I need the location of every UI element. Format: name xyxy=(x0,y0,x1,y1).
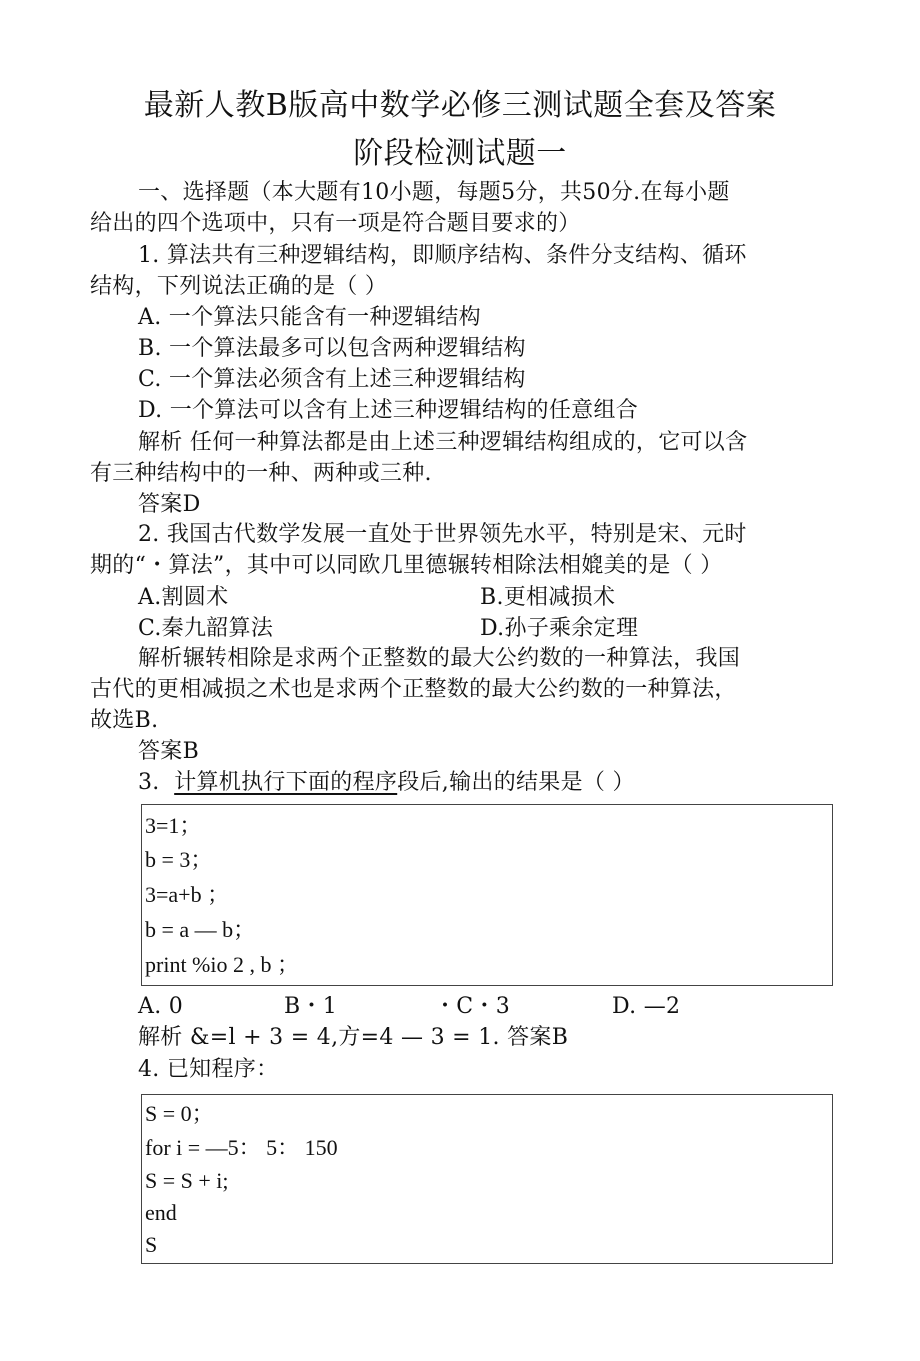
q4-code-box xyxy=(141,1094,833,1264)
q1-option-a: A. 一个算法只能含有一种逻辑结构 xyxy=(138,305,481,330)
q2-analysis-line-1: 解析辗转相除是求两个正整数的最大公约数的一种算法，我国 xyxy=(138,646,741,671)
q2-answer: 答案B xyxy=(138,739,200,764)
q1-stem-line-1: 1. 算法共有三种逻辑结构，即顺序结构、条件分支结构、循环 xyxy=(138,243,747,268)
section-heading-line-2: 给出的四个选项中，只有一项是符合题目要求的） xyxy=(90,211,581,236)
q1-analysis-line-2: 有三种结构中的一种、两种或三种. xyxy=(90,461,432,486)
q3-option-a: A. 0 xyxy=(138,994,184,1019)
q2-stem-line-2: 期的“・算法”，其中可以同欧几里德辗转相除法相媲美的是（ ） xyxy=(90,553,723,578)
q2-option-b: B.更相减损术 xyxy=(480,585,616,610)
code-line: S = S + i; xyxy=(145,1168,229,1193)
q3-analysis: 解析 &=l + 3 = 4,方=4 — 3 = 1. 答案B xyxy=(138,1025,569,1050)
q2-option-d: D.孙子乘余定理 xyxy=(480,616,639,641)
q3-number: 3. xyxy=(138,770,160,795)
q2-analysis-line-3: 故选B. xyxy=(90,708,159,733)
q3-stem xyxy=(138,768,635,798)
q1-option-c: C. 一个算法必须含有上述三种逻辑结构 xyxy=(138,367,526,392)
q1-option-b: B. 一个算法最多可以包含两种逻辑结构 xyxy=(138,336,526,361)
code-line: b = 3； xyxy=(145,847,213,872)
q3-code-box xyxy=(141,804,833,986)
q2-analysis-line-2: 古代的更相减损之术也是求两个正整数的最大公约数的一种算法， xyxy=(90,677,737,702)
q1-stem-line-2: 结构，下列说法正确的是（ ） xyxy=(90,274,388,299)
code-line: print %io 2 , b ； xyxy=(145,952,299,977)
q3-option-c: ・C・3 xyxy=(434,994,511,1019)
q1-option-d: D. 一个算法可以含有上述三种逻辑结构的任意组合 xyxy=(138,398,639,423)
code-line: b = a — b； xyxy=(145,917,256,942)
q2-stem-line-1: 2. 我国古代数学发展一直处于世界领先水平，特别是宋、元时 xyxy=(138,522,747,547)
q1-answer: 答案D xyxy=(138,492,201,517)
document-subtitle: 阶段检测试题一 xyxy=(353,136,567,171)
code-line: 3=1； xyxy=(145,813,202,838)
q4-stem: 4. 已知程序： xyxy=(138,1057,279,1082)
q2-option-c: C.秦九韶算法 xyxy=(138,616,274,641)
code-line: 3=a+b ； xyxy=(145,882,230,907)
code-line: for i = —5： 5： 150 xyxy=(145,1135,338,1160)
code-line: end xyxy=(145,1200,177,1225)
q3-stem-underlined: 计算机执行下面的程序 xyxy=(174,770,398,795)
document-title: 最新人教B版高中数学必修三测试题全套及答案 xyxy=(143,88,777,123)
code-line: S xyxy=(145,1232,158,1257)
section-heading-line-1: 一、选择题（本大题有10小题，每题5分，共50分.在每小题 xyxy=(138,180,730,205)
q3-stem-rest: 段后,输出的结果是（ ） xyxy=(397,770,635,795)
q1-analysis-line-1: 解析 任何一种算法都是由上述三种逻辑结构组成的，它可以含 xyxy=(138,430,748,455)
q3-option-d: D. —2 xyxy=(612,994,681,1019)
code-line: S = 0； xyxy=(145,1101,214,1126)
q2-option-a: A.割圆术 xyxy=(138,585,229,610)
q3-option-b: B・1 xyxy=(284,994,338,1019)
